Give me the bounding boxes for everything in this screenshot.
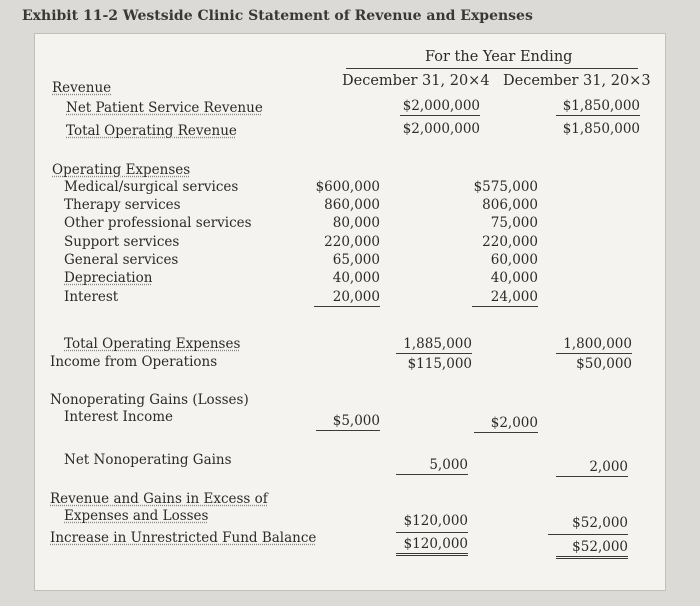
exhibit-title: Exhibit 11-2 Westside Clinic Statement of Revenue and Expenses (22, 8, 533, 24)
fund-balance-label: Increase in Unrestricted Fund Balance (50, 530, 317, 546)
excess-label-line2: Expenses and Losses (64, 508, 209, 524)
expense-label: Therapy services (64, 197, 181, 213)
interest-income-20x3: $2,000 (474, 415, 538, 433)
net-nonoperating-gains-20x4: 5,000 (396, 457, 468, 475)
column-header-20x3: December 31, 20×3 (503, 73, 651, 89)
excess-label-line1: Revenue and Gains in Excess of (50, 491, 268, 507)
expense-20x3: 220,000 (482, 234, 538, 250)
income-from-operations-20x4: $115,000 (407, 356, 472, 372)
expense-20x4: 65,000 (332, 252, 380, 268)
expense-20x4: 20,000 (314, 289, 380, 307)
period-header: For the Year Ending (425, 49, 573, 65)
expense-label: Medical/surgical services (64, 179, 239, 195)
expense-20x3: $575,000 (473, 179, 538, 195)
excess-20x4: $120,000 (403, 513, 468, 529)
expense-20x4: 220,000 (324, 234, 380, 250)
expense-20x4: 860,000 (324, 197, 380, 213)
expense-label: General services (64, 252, 179, 268)
expense-20x4: 80,000 (332, 215, 380, 231)
total-operating-expenses-20x3: 1,800,000 (556, 336, 632, 354)
nonoperating-heading: Nonoperating Gains (Losses) (50, 392, 249, 408)
total-operating-revenue-20x3: $1,850,000 (562, 121, 640, 137)
excess-rule-20x4 (396, 532, 468, 533)
fund-balance-20x3: $52,000 (556, 539, 628, 559)
interest-income-label: Interest Income (64, 409, 174, 425)
expense-20x3: 60,000 (490, 252, 538, 268)
total-operating-revenue-label: Total Operating Revenue (66, 123, 237, 139)
revenue-heading: Revenue (52, 80, 112, 96)
column-header-20x4: December 31, 20×4 (342, 73, 490, 89)
fund-balance-20x4: $120,000 (396, 536, 468, 556)
net-nonoperating-gains-20x3: 2,000 (556, 459, 628, 477)
expense-label: Interest (64, 289, 119, 305)
expense-20x3: 24,000 (472, 289, 538, 307)
header-divider (346, 68, 638, 69)
total-operating-expenses-label: Total Operating Expenses (64, 336, 241, 352)
expense-label: Depreciation (64, 270, 153, 286)
income-from-operations-label: Income from Operations (50, 354, 218, 370)
expense-20x4: 40,000 (332, 270, 380, 286)
expense-20x3: 75,000 (490, 215, 538, 231)
expense-20x4: $600,000 (315, 179, 380, 195)
expense-label: Other professional services (64, 215, 252, 231)
excess-20x3: $52,000 (572, 515, 628, 531)
excess-rule-20x3 (548, 534, 628, 535)
net-patient-revenue-20x4: $2,000,000 (400, 98, 480, 116)
expense-20x3: 806,000 (482, 197, 538, 213)
total-operating-revenue-20x4: $2,000,000 (402, 121, 480, 137)
net-nonoperating-gains-label: Net Nonoperating Gains (64, 452, 232, 468)
interest-income-20x4: $5,000 (316, 413, 380, 431)
expense-label: Support services (64, 234, 180, 250)
income-from-operations-20x3: $50,000 (576, 356, 632, 372)
operating-expenses-heading: Operating Expenses (52, 162, 191, 178)
net-patient-revenue-20x3: $1,850,000 (556, 98, 640, 116)
total-operating-expenses-20x4: 1,885,000 (396, 336, 472, 354)
net-patient-revenue-label: Net Patient Service Revenue (66, 100, 263, 116)
expense-20x3: 40,000 (490, 270, 538, 286)
